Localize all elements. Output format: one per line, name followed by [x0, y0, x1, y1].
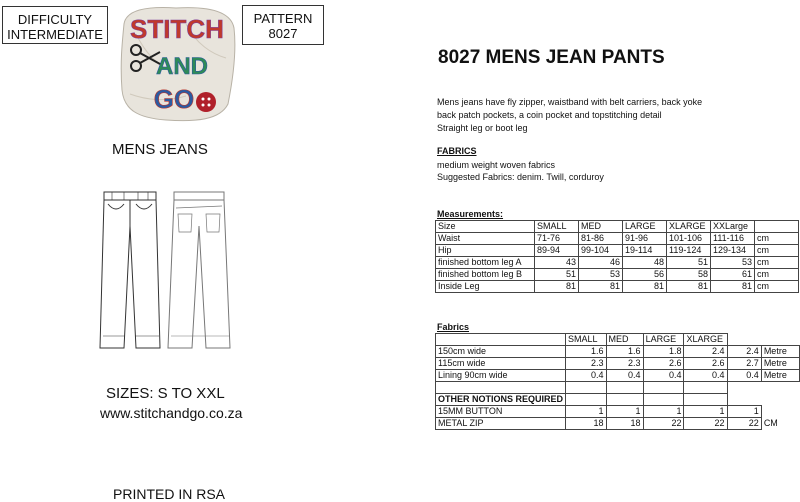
table-cell: 2.4 — [684, 346, 727, 358]
measurements-heading: Measurements: — [437, 209, 504, 219]
table-cell: 18 — [566, 418, 607, 430]
table-cell: 111-116 — [711, 233, 755, 245]
logo-word-and: AND — [156, 53, 208, 80]
table-cell: 71-76 — [535, 233, 579, 245]
pattern-label: PATTERN — [253, 11, 313, 26]
header-cell — [436, 334, 566, 346]
unit-cell: cm — [755, 233, 799, 245]
row-label: 15MM BUTTON — [436, 406, 566, 418]
table-cell: 0.4 — [643, 370, 684, 382]
table-cell: 81 — [535, 281, 579, 293]
table-cell: 81 — [623, 281, 667, 293]
notions-heading: OTHER NOTIONS REQUIRED — [436, 394, 566, 406]
table-cell — [761, 382, 799, 394]
table-cell: 2.7 — [727, 358, 761, 370]
table-cell: 0.4 — [727, 370, 761, 382]
table-cell: 2.3 — [606, 358, 643, 370]
table-header-row — [436, 221, 799, 233]
unit-cell: Metre — [761, 358, 799, 370]
table-cell: 2.6 — [643, 358, 684, 370]
table-cell: 1 — [566, 406, 607, 418]
table-cell: 51 — [535, 269, 579, 281]
jeans-front-drawing — [100, 192, 160, 348]
logo-word-stitch: STITCH — [130, 14, 224, 44]
table-cell: 1 — [606, 406, 643, 418]
header-cell: LARGE — [623, 221, 667, 233]
table-cell: 53 — [579, 269, 623, 281]
unit-cell — [761, 406, 799, 418]
row-label: Hip — [436, 245, 535, 257]
table-row — [436, 281, 799, 293]
table-cell: 1 — [643, 406, 684, 418]
table-cell: 119-124 — [667, 245, 711, 257]
row-label: Waist — [436, 233, 535, 245]
header-cell: XLARGE — [667, 221, 711, 233]
jeans-illustration — [94, 186, 244, 356]
table-row — [436, 257, 799, 269]
table-cell: 58 — [667, 269, 711, 281]
table-row — [436, 382, 800, 394]
unit-cell: CM — [763, 418, 778, 428]
difficulty-value: INTERMEDIATE — [7, 27, 103, 42]
table-cell: 51 — [667, 257, 711, 269]
table-cell: 0.4 — [606, 370, 643, 382]
table-cell: 19-114 — [623, 245, 667, 257]
header-cell: SMALL — [535, 221, 579, 233]
table-cell: 22 — [684, 418, 727, 430]
table-row — [436, 418, 800, 430]
table-cell: 1.8 — [643, 346, 684, 358]
table-cell: 43 — [535, 257, 579, 269]
table-cell: 91-96 — [623, 233, 667, 245]
table-cell: 81-86 — [579, 233, 623, 245]
unit-cell: Metre — [761, 370, 799, 382]
size-range: SIZES: S TO XXL — [106, 385, 225, 402]
table-cell: 0.4 — [684, 370, 727, 382]
fabric-line: medium weight woven fabrics — [437, 160, 556, 170]
table-cell: 22 — [727, 418, 761, 430]
fabric-requirements-heading: Fabrics — [437, 322, 470, 332]
pattern-title: 8027 MENS JEAN PANTS — [438, 47, 665, 68]
description-line: back patch pockets, a coin pocket and topstitching detail — [437, 110, 662, 120]
table-cell: 22 — [643, 418, 684, 430]
table-cell: 53 — [711, 257, 755, 269]
row-label: finished bottom leg A — [436, 257, 535, 269]
header-cell: XLARGE — [684, 334, 727, 346]
fabrics-heading: FABRICS — [437, 146, 477, 156]
website-link[interactable]: www.stitchandgo.co.za — [100, 405, 243, 421]
table-cell: 99-104 — [579, 245, 623, 257]
logo-word-go: GO — [153, 84, 195, 114]
fabric-line: Suggested Fabrics: denim. Twill, corduroy — [437, 172, 604, 182]
table-cell: 1 — [727, 406, 761, 418]
header-cell: MED — [579, 221, 623, 233]
table-cell: 89-94 — [535, 245, 579, 257]
table-cell: 1.6 — [606, 346, 643, 358]
table-cell: 56 — [623, 269, 667, 281]
table-cell: 48 — [623, 257, 667, 269]
table-cell: 129-134 — [711, 245, 755, 257]
description — [437, 96, 702, 135]
row-label — [436, 382, 566, 394]
table-cell: 0.4 — [566, 370, 607, 382]
difficulty-label: DIFFICULTY — [17, 12, 93, 27]
table-cell: 18 — [606, 418, 643, 430]
header-cell: MED — [606, 334, 643, 346]
header-cell — [755, 221, 799, 233]
fabrics-description — [437, 159, 604, 183]
table-cell: 81 — [667, 281, 711, 293]
description-line: Straight leg or boot leg — [437, 123, 528, 133]
row-label: Lining 90cm wide — [436, 370, 566, 382]
table-cell — [684, 382, 727, 394]
measurements-table — [435, 220, 799, 293]
unit-cell: cm — [755, 245, 799, 257]
table-row — [436, 245, 799, 257]
header-cell: LARGE — [643, 334, 684, 346]
table-cell: 1 — [684, 406, 727, 418]
row-label: 150cm wide — [436, 346, 566, 358]
pattern-box — [242, 5, 324, 45]
unit-cell: cm — [755, 281, 799, 293]
table-cell: 2.3 — [566, 358, 607, 370]
table-row — [436, 346, 800, 358]
table-row — [436, 358, 800, 370]
pattern-number: 8027 — [268, 26, 298, 41]
header-cell: Size — [436, 221, 535, 233]
header-cell — [761, 334, 799, 346]
garment-name: MENS JEANS — [112, 141, 208, 158]
table-cell: 2.4 — [727, 346, 761, 358]
table-cell — [606, 382, 643, 394]
description-line: Mens jeans have fly zipper, waistband with belt carriers, back yoke — [437, 97, 703, 107]
table-row — [436, 370, 800, 382]
table-cell: 81 — [579, 281, 623, 293]
table-cell — [727, 382, 761, 394]
table-cell — [566, 382, 607, 394]
table-cell: 81 — [711, 281, 755, 293]
table-row — [436, 233, 799, 245]
stitch-and-go-logo — [116, 4, 238, 124]
table-row — [436, 269, 799, 281]
button-icon — [196, 92, 216, 112]
header-cell — [727, 334, 761, 346]
header-cell: SMALL — [566, 334, 607, 346]
row-label: METAL ZIP — [436, 418, 566, 430]
row-label: Inside Leg — [436, 281, 535, 293]
row-label: finished bottom leg B — [436, 269, 535, 281]
printed-in-label: PRINTED IN RSA — [113, 486, 226, 502]
header-cell: XXLarge — [711, 221, 755, 233]
jeans-back-drawing — [168, 192, 230, 348]
table-row — [436, 394, 800, 406]
table-row — [436, 406, 800, 418]
table-cell: 1.6 — [566, 346, 607, 358]
unit-cell: Metre — [761, 346, 799, 358]
row-label: 115cm wide — [436, 358, 566, 370]
unit-cell: cm — [755, 269, 799, 281]
difficulty-box — [2, 6, 108, 44]
table-cell — [643, 382, 684, 394]
table-cell: 46 — [579, 257, 623, 269]
table-header-row — [436, 334, 800, 346]
table-cell: 2.6 — [684, 358, 727, 370]
table-cell: 61 — [711, 269, 755, 281]
unit-cell: cm — [755, 257, 799, 269]
table-cell: 101-106 — [667, 233, 711, 245]
fabric-requirements-table — [435, 333, 800, 430]
